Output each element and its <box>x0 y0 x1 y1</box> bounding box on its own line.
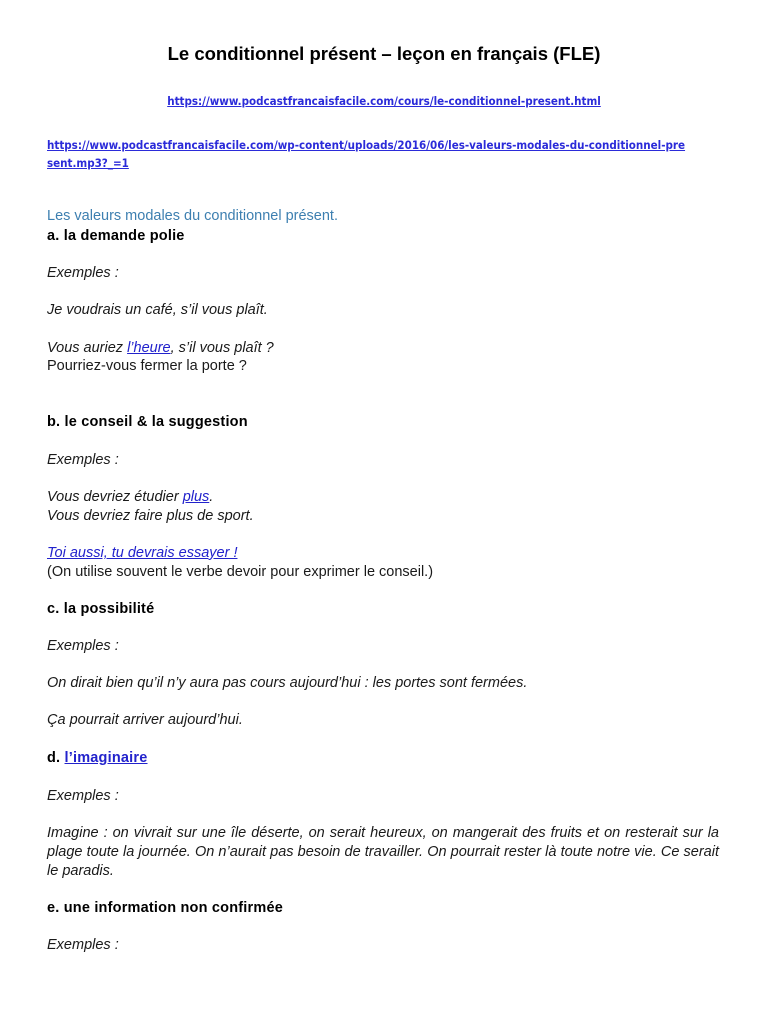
example-b1 <box>47 488 213 507</box>
examples-label-e: Exemples : <box>47 937 119 953</box>
heading-c: c. la possibilité <box>47 601 155 617</box>
example-c1: On dirait bien qu’il n’y aura pas cours aujourd’hui : les portes sont fermées. <box>47 675 528 691</box>
heading-e: e. une information non confirmée <box>47 900 283 916</box>
examples-label-a: Exemples : <box>47 265 119 281</box>
example-b1-before: Vous devriez étudier <box>47 489 183 505</box>
example-b2: Vous devriez faire plus de sport. <box>47 508 254 524</box>
examples-label-b: Exemples : <box>47 452 119 468</box>
heading-a: a. la demande polie <box>47 228 185 244</box>
example-a3: Pourriez-vous fermer la porte ? <box>47 358 247 374</box>
examples-label-d: Exemples : <box>47 788 119 804</box>
heading-d <box>47 749 148 768</box>
example-a2 <box>47 339 274 358</box>
example-c2: Ça pourrait arriver aujourd’hui. <box>47 712 243 728</box>
section-lead: Les valeurs modales du conditionnel présent. <box>47 208 338 224</box>
audio-link-wrapper <box>47 136 687 172</box>
note-b: (On utilise souvent le verbe devoir pour exprimer le conseil.) <box>47 564 434 580</box>
example-b3 <box>47 544 237 563</box>
paragraph-d: Imagine : on vivrait sur une île déserte, on serait heureux, on mangerait des fruits et on resterait sur la plage toute la journée. On n’aurait pas besoin de travailler. On pourrait rester là toute notre vie. Ce serait le paradis. <box>47 825 719 879</box>
heure-link[interactable]: l’heure <box>127 340 171 356</box>
heading-b: b. le conseil & la suggestion <box>47 414 248 430</box>
example-a2-before: Vous auriez <box>47 340 128 356</box>
example-b1-after: . <box>209 489 214 505</box>
imaginaire-link[interactable]: l’imaginaire <box>64 750 148 766</box>
plus-link[interactable]: plus <box>182 489 210 505</box>
page-title: Le conditionnel présent – leçon en français (FLE) <box>167 43 601 64</box>
examples-label-c: Exemples : <box>47 638 119 654</box>
heading-d-prefix: d. <box>47 750 65 766</box>
essayer-link[interactable]: Toi aussi, tu devrais essayer ! <box>47 545 238 561</box>
example-a1: Je voudrais un café, s’il vous plaît. <box>47 302 268 318</box>
course-link-wrapper <box>0 92 768 110</box>
audio-link[interactable]: https://www.podcastfrancaisfacile.com/wp-content/uploads/2016/06/les-valeurs-modales-du-conditionnel-present.mp3?_=1 <box>47 138 686 170</box>
course-link[interactable]: https://www.podcastfrancaisfacile.com/cours/le-conditionnel-present.html <box>167 94 601 108</box>
example-a2-after: , s’il vous plaît ? <box>170 340 274 356</box>
